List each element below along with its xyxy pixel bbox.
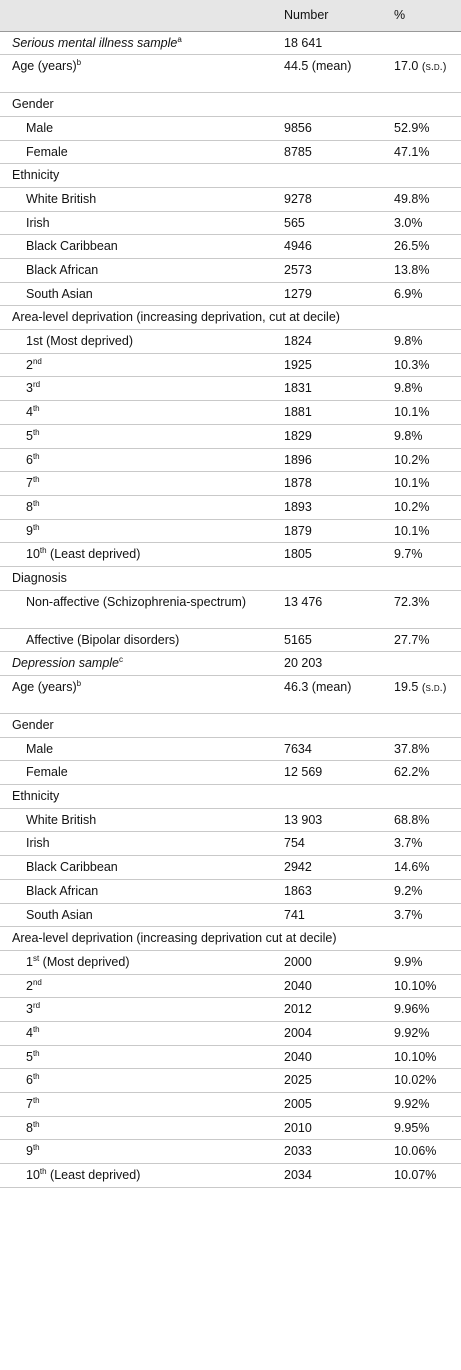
row-label (0, 1164, 276, 1188)
percent-cell (386, 495, 461, 519)
row-label (0, 31, 276, 55)
number-cell: 12 569 (276, 761, 386, 785)
percent-value: 10.07% (394, 1168, 437, 1183)
row-label-text: Irish (26, 836, 50, 851)
superscript: nd (32, 356, 42, 366)
number-cell: 1829 (276, 424, 386, 448)
row-label (0, 401, 276, 425)
percent-value: 9.8% (394, 428, 423, 443)
row-label (0, 590, 276, 628)
number-cell: 2005 (276, 1093, 386, 1117)
row-label-text: 1st (Most deprived) (26, 334, 133, 349)
number-cell: 9278 (276, 187, 386, 211)
section-label: Ethnicity (0, 785, 461, 809)
row-label-text: Serious mental illness sample (12, 35, 178, 50)
row-label (0, 377, 276, 401)
number-cell: 1925 (276, 353, 386, 377)
percent-value: 72.3% (394, 594, 430, 609)
row-label-text: Male (26, 741, 54, 756)
row-label-text: South Asian (26, 907, 93, 922)
row-label (0, 676, 276, 714)
row-label (0, 832, 276, 856)
percent-value: 37.8% (394, 741, 430, 756)
row-label (0, 519, 276, 543)
row-label (0, 211, 276, 235)
number-cell: 741 (276, 903, 386, 927)
row-label-text: Age (years) (12, 680, 77, 694)
table-row (0, 676, 461, 714)
row-label (0, 353, 276, 377)
section-label: Area-level deprivation (increasing deprivation, cut at decile) (0, 306, 461, 330)
row-label (0, 424, 276, 448)
number-cell: 565 (276, 211, 386, 235)
percent-cell (386, 761, 461, 785)
row-label-text: Non-affective (Schizophrenia-spectrum) (26, 594, 247, 609)
percent-cell (386, 140, 461, 164)
row-label-text: Female (26, 765, 68, 780)
row-label (0, 55, 276, 93)
row-label (0, 235, 276, 259)
superscript: th (32, 498, 40, 508)
superscript: th (32, 451, 40, 461)
row-label (0, 1069, 276, 1093)
number-cell: 1279 (276, 282, 386, 306)
percent-cell (386, 808, 461, 832)
percent-cell (386, 590, 461, 628)
percent-cell (386, 235, 461, 259)
percent-value: 10.10% (394, 1049, 437, 1064)
row-label (0, 737, 276, 761)
row-label-text: 7 (26, 1097, 33, 1111)
table-row (0, 1069, 461, 1093)
percent-value: 3.0% (394, 215, 423, 230)
number-cell: 2012 (276, 998, 386, 1022)
superscript: th (32, 403, 40, 413)
table-row (0, 903, 461, 927)
table-row (0, 495, 461, 519)
row-label-text: Black African (26, 263, 99, 277)
row-label-text: 8 (26, 1120, 33, 1135)
table-row (0, 1045, 461, 1069)
table-row (0, 950, 461, 974)
table-header (0, 0, 461, 31)
percent-value: 52.9% (394, 120, 430, 135)
table-row (0, 282, 461, 306)
percent-value: 10.06% (394, 1144, 437, 1159)
table-row (0, 330, 461, 354)
table-row (0, 652, 461, 676)
table-row (0, 259, 461, 283)
table-row (0, 628, 461, 652)
row-label-text: White British (26, 812, 97, 827)
sd-unit: (s.d.) (421, 682, 447, 694)
percent-cell (386, 448, 461, 472)
percent-cell (386, 998, 461, 1022)
number-cell: 2942 (276, 856, 386, 880)
percent-value: 9.96% (394, 1002, 430, 1017)
percent-cell (386, 1164, 461, 1188)
number-cell: 1831 (276, 377, 386, 401)
table-row (0, 1140, 461, 1164)
row-label-text: 9 (26, 523, 33, 538)
number-cell: 1893 (276, 495, 386, 519)
percent-value: 9.8% (394, 334, 423, 349)
table-row (0, 832, 461, 856)
table-row (0, 974, 461, 998)
row-label-suffix: (Least deprived) (46, 547, 141, 562)
percent-value: 9.92% (394, 1025, 430, 1040)
number-cell: 2040 (276, 974, 386, 998)
row-label-text: 3 (26, 381, 33, 396)
percent-value: 9.9% (394, 954, 423, 969)
percent-cell (386, 31, 461, 55)
section-label: Diagnosis (0, 566, 461, 590)
percent-value: 62.2% (394, 765, 430, 780)
section-row (0, 164, 461, 188)
table-row (0, 55, 461, 93)
section-row (0, 785, 461, 809)
row-label (0, 903, 276, 927)
table-row (0, 590, 461, 628)
section-row (0, 927, 461, 951)
superscript: b (76, 678, 82, 688)
percent-value: 19.5 (394, 680, 419, 694)
percent-cell (386, 856, 461, 880)
table-row (0, 1164, 461, 1188)
number-cell: 1879 (276, 519, 386, 543)
number-cell: 4946 (276, 235, 386, 259)
row-label-text: 5 (26, 1049, 33, 1064)
row-label (0, 1140, 276, 1164)
percent-value: 10.2% (394, 499, 430, 514)
header-number: Number (276, 0, 386, 31)
number-cell: 2040 (276, 1045, 386, 1069)
table-row (0, 187, 461, 211)
table-row (0, 472, 461, 496)
superscript: th (39, 546, 47, 556)
section-row (0, 566, 461, 590)
row-label (0, 543, 276, 567)
row-label-text: 4 (26, 1025, 33, 1040)
table-row (0, 235, 461, 259)
row-label-text: 3 (26, 1002, 33, 1017)
row-label (0, 652, 276, 676)
percent-value: 9.92% (394, 1097, 430, 1111)
table-row (0, 1116, 461, 1140)
row-label-text: Depression sample (12, 656, 119, 671)
number-cell: 18 641 (276, 31, 386, 55)
percent-cell (386, 259, 461, 283)
row-label-text: Black Caribbean (26, 860, 118, 875)
percent-cell (386, 424, 461, 448)
percent-cell (386, 330, 461, 354)
row-label-text: 2 (26, 978, 33, 993)
percent-value: 13.8% (394, 263, 430, 277)
row-label (0, 761, 276, 785)
row-label (0, 879, 276, 903)
superscript: a (177, 34, 182, 44)
row-label (0, 330, 276, 354)
row-label-text: 6 (26, 452, 33, 467)
number-cell: 1824 (276, 330, 386, 354)
percent-value: 14.6% (394, 860, 430, 875)
row-label-text: 8 (26, 499, 33, 514)
percent-value: 9.7% (394, 547, 423, 562)
superscript: th (32, 1095, 40, 1105)
superscript: nd (32, 977, 42, 987)
row-label-text: Black African (26, 883, 99, 898)
percent-value: 10.1% (394, 405, 430, 420)
percent-cell (386, 903, 461, 927)
table-row (0, 448, 461, 472)
table-row (0, 31, 461, 55)
row-label (0, 259, 276, 283)
section-label: Gender (0, 714, 461, 738)
superscript: b (76, 58, 82, 68)
percent-value: 10.10% (394, 978, 437, 993)
row-label (0, 808, 276, 832)
table-row (0, 998, 461, 1022)
superscript: st (32, 953, 40, 963)
row-label-text: 10 (26, 1168, 40, 1183)
row-label-text: Age (years) (12, 59, 77, 74)
row-label-text: 1 (26, 954, 33, 969)
percent-value: 10.02% (394, 1073, 437, 1088)
percent-value: 17.0 (394, 59, 419, 74)
percent-cell (386, 472, 461, 496)
percent-cell (386, 1045, 461, 1069)
number-cell: 8785 (276, 140, 386, 164)
percent-value: 9.8% (394, 381, 423, 396)
row-label (0, 472, 276, 496)
row-label-text: 5 (26, 428, 33, 443)
row-label-suffix: (Least deprived) (46, 1168, 141, 1183)
percent-cell (386, 401, 461, 425)
row-label-text: Female (26, 144, 68, 159)
superscript: th (32, 1119, 40, 1129)
percent-value: 10.1% (394, 523, 430, 538)
row-label-text: Affective (Bipolar disorders) (26, 632, 180, 647)
percent-cell (386, 974, 461, 998)
row-label-text: Irish (26, 215, 50, 230)
superscript: th (32, 522, 40, 532)
number-cell: 1863 (276, 879, 386, 903)
header-row (0, 0, 461, 31)
row-label-text: Male (26, 120, 54, 135)
percent-value: 27.7% (394, 632, 430, 647)
percent-cell (386, 211, 461, 235)
percent-value: 10.2% (394, 452, 430, 467)
percent-value: 6.9% (394, 286, 423, 301)
number-cell: 13 476 (276, 590, 386, 628)
number-cell: 2004 (276, 1021, 386, 1045)
percent-cell (386, 377, 461, 401)
row-label (0, 1116, 276, 1140)
table-row (0, 1021, 461, 1045)
number-cell: 20 203 (276, 652, 386, 676)
number-cell: 2034 (276, 1164, 386, 1188)
row-label (0, 1045, 276, 1069)
percent-cell (386, 737, 461, 761)
row-label (0, 187, 276, 211)
percent-cell (386, 282, 461, 306)
row-label (0, 950, 276, 974)
number-cell: 754 (276, 832, 386, 856)
row-label-text: 4 (26, 405, 33, 420)
percent-cell (386, 1140, 461, 1164)
section-label: Ethnicity (0, 164, 461, 188)
percent-value: 10.3% (394, 357, 430, 372)
percent-cell (386, 950, 461, 974)
number-cell: 2000 (276, 950, 386, 974)
percent-cell (386, 1093, 461, 1117)
row-label-text: 10 (26, 547, 40, 562)
row-label (0, 1021, 276, 1045)
number-cell: 9856 (276, 116, 386, 140)
superscript: th (32, 1072, 40, 1082)
number-cell: 1805 (276, 543, 386, 567)
section-row (0, 306, 461, 330)
percent-cell (386, 187, 461, 211)
number-cell: 46.3 (mean) (276, 676, 386, 714)
row-label-suffix: (Most deprived) (39, 954, 130, 969)
table-row (0, 879, 461, 903)
table-row (0, 377, 461, 401)
table-row (0, 211, 461, 235)
percent-cell (386, 832, 461, 856)
percent-value: 9.2% (394, 883, 423, 898)
number-cell: 1878 (276, 472, 386, 496)
header-label (0, 0, 276, 31)
table-row (0, 543, 461, 567)
table-row (0, 856, 461, 880)
header-percent: % (386, 0, 461, 31)
percent-cell (386, 628, 461, 652)
row-label-text: White British (26, 191, 97, 206)
table-row (0, 116, 461, 140)
row-label-text: Black Caribbean (26, 239, 118, 254)
table-row (0, 401, 461, 425)
percent-cell (386, 1069, 461, 1093)
row-label (0, 282, 276, 306)
superscript: rd (32, 380, 41, 390)
section-row (0, 93, 461, 117)
section-label: Gender (0, 93, 461, 117)
percent-cell (386, 1116, 461, 1140)
table-row (0, 737, 461, 761)
number-cell: 44.5 (mean) (276, 55, 386, 93)
superscript: th (39, 1166, 47, 1176)
percent-cell (386, 353, 461, 377)
number-cell: 2033 (276, 1140, 386, 1164)
row-label (0, 116, 276, 140)
superscript: th (32, 1048, 40, 1058)
number-cell: 2025 (276, 1069, 386, 1093)
superscript: th (32, 1024, 40, 1034)
table-row (0, 519, 461, 543)
row-label-text: 6 (26, 1073, 33, 1088)
sd-unit: (s.d.) (421, 61, 447, 74)
table-row (0, 353, 461, 377)
number-cell: 13 903 (276, 808, 386, 832)
percent-value: 47.1% (394, 144, 430, 159)
superscript: th (32, 427, 40, 437)
number-cell: 2010 (276, 1116, 386, 1140)
percent-cell (386, 879, 461, 903)
number-cell: 1896 (276, 448, 386, 472)
table-row (0, 761, 461, 785)
row-label (0, 140, 276, 164)
percent-cell (386, 1021, 461, 1045)
section-label: Area-level deprivation (increasing deprivation cut at decile) (0, 927, 461, 951)
table-row (0, 808, 461, 832)
row-label (0, 628, 276, 652)
percent-value: 26.5% (394, 239, 430, 254)
row-label-text: 9 (26, 1144, 33, 1159)
percent-cell (386, 676, 461, 714)
percent-value: 9.95% (394, 1120, 430, 1135)
percent-cell (386, 55, 461, 93)
number-cell: 1881 (276, 401, 386, 425)
row-label (0, 856, 276, 880)
row-label (0, 448, 276, 472)
percent-cell (386, 116, 461, 140)
percent-value: 10.1% (394, 476, 430, 491)
number-cell: 7634 (276, 737, 386, 761)
row-label-text: 2 (26, 357, 33, 372)
percent-value: 3.7% (394, 836, 423, 851)
superscript: th (32, 1143, 40, 1153)
percent-value: 3.7% (394, 907, 423, 922)
superscript: rd (32, 1001, 41, 1011)
row-label-text: South Asian (26, 286, 93, 301)
percent-value: 49.8% (394, 191, 430, 206)
table-row (0, 424, 461, 448)
row-label (0, 998, 276, 1022)
percent-cell (386, 543, 461, 567)
number-cell: 5165 (276, 628, 386, 652)
section-row (0, 714, 461, 738)
table-body (0, 31, 461, 1187)
row-label (0, 1093, 276, 1117)
table-row (0, 1093, 461, 1117)
percent-cell (386, 652, 461, 676)
percent-cell (386, 519, 461, 543)
superscript: th (32, 475, 40, 485)
row-label (0, 974, 276, 998)
percent-value: 68.8% (394, 812, 430, 827)
row-label (0, 495, 276, 519)
table-row (0, 140, 461, 164)
row-label-text: 7 (26, 476, 33, 491)
number-cell: 2573 (276, 259, 386, 283)
superscript: c (119, 655, 123, 665)
